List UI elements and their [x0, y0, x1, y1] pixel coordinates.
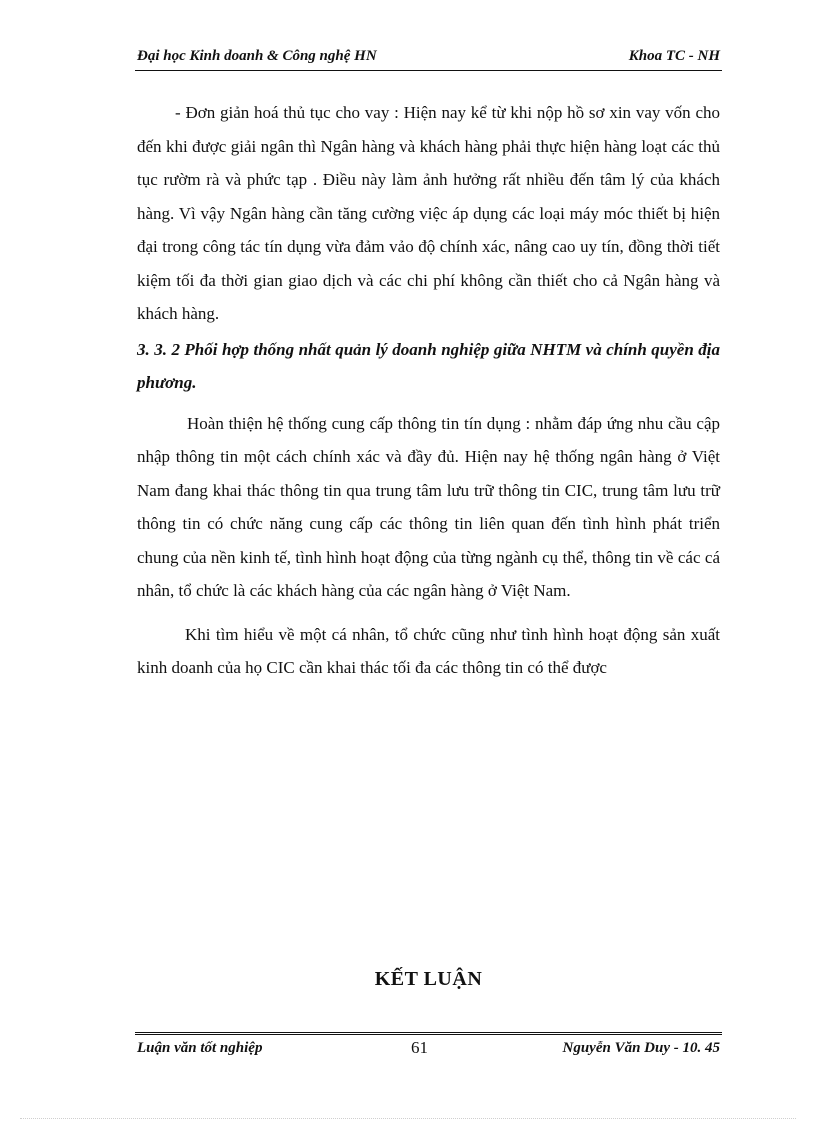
header-university: Đại học Kinh doanh & Công nghệ HN — [137, 48, 377, 64]
header-faculty: Khoa TC - NH — [628, 48, 720, 64]
body-paragraph-credit-info: Hoàn thiện hệ thống cung cấp thông tin tín dụng : nhằm đáp ứng nhu cầu cập nhập thông tin một cách chính xác và đầy đủ. Hiện nay hệ thống ngân hàng ở Việt Nam đang khai thác thông tin qua trung tâm lưu trữ thông tin CIC, trung tâm lưu trữ thông tin có chức năng cung cấp các thông tin liên quan đến tình hình phát triển chung của nền kinh tế, tình hình hoạt động của từng ngành cụ thể, thông tin về các cá nhân, tổ chức là các khách hàng của các ngân hàng ở Việt Nam. — [137, 413, 720, 600]
body-paragraph-cic: Khi tìm hiểu về một cá nhân, tổ chức cũng như tình hình hoạt động sản xuất kinh doanh của họ CIC cần khai thác tối đa các thông tin có thể được — [137, 624, 720, 677]
footer-thesis-label: Luận văn tốt nghiệp — [137, 1040, 263, 1056]
conclusion-title: KẾT LUẬN — [374, 968, 483, 990]
page-footer — [137, 1040, 720, 1062]
page-header — [137, 48, 720, 70]
footer-author: Nguyễn Văn Duy - 10. 45 — [562, 1040, 720, 1056]
page-number: 61 — [411, 1038, 428, 1057]
section-heading: 3. 3. 2 Phối hợp thống nhất quản lý doanh nghiệp giữa NHTM và chính quyền địa phương. — [137, 339, 720, 392]
header-divider — [135, 70, 722, 71]
page-body — [137, 96, 720, 685]
footer-divider — [135, 1032, 722, 1035]
page-bottom-border — [20, 1118, 796, 1119]
body-paragraph-loan-procedure: - Đơn giản hoá thủ tục cho vay : Hiện nay kể từ khi nộp hồ sơ xin vay vốn cho đến khi được giải ngân thì Ngân hàng và khách hàng phải thực hiện hàng loạt các thủ tục rườm rà và phức tạp . Điều này làm ảnh hưởng rất nhiều đến tâm lý của khách hàng. Vì vậy Ngân hàng cần tăng cường việc áp dụng các loại máy móc thiết bị hiện đại trong công tác tín dụng vừa đảm vảo độ chính xác, nâng cao uy tín, đồng thời tiết kiệm tối đa thời gian giao dịch và các chi phí không cần thiết cho cả Ngân hàng và khách hàng. — [137, 103, 720, 323]
